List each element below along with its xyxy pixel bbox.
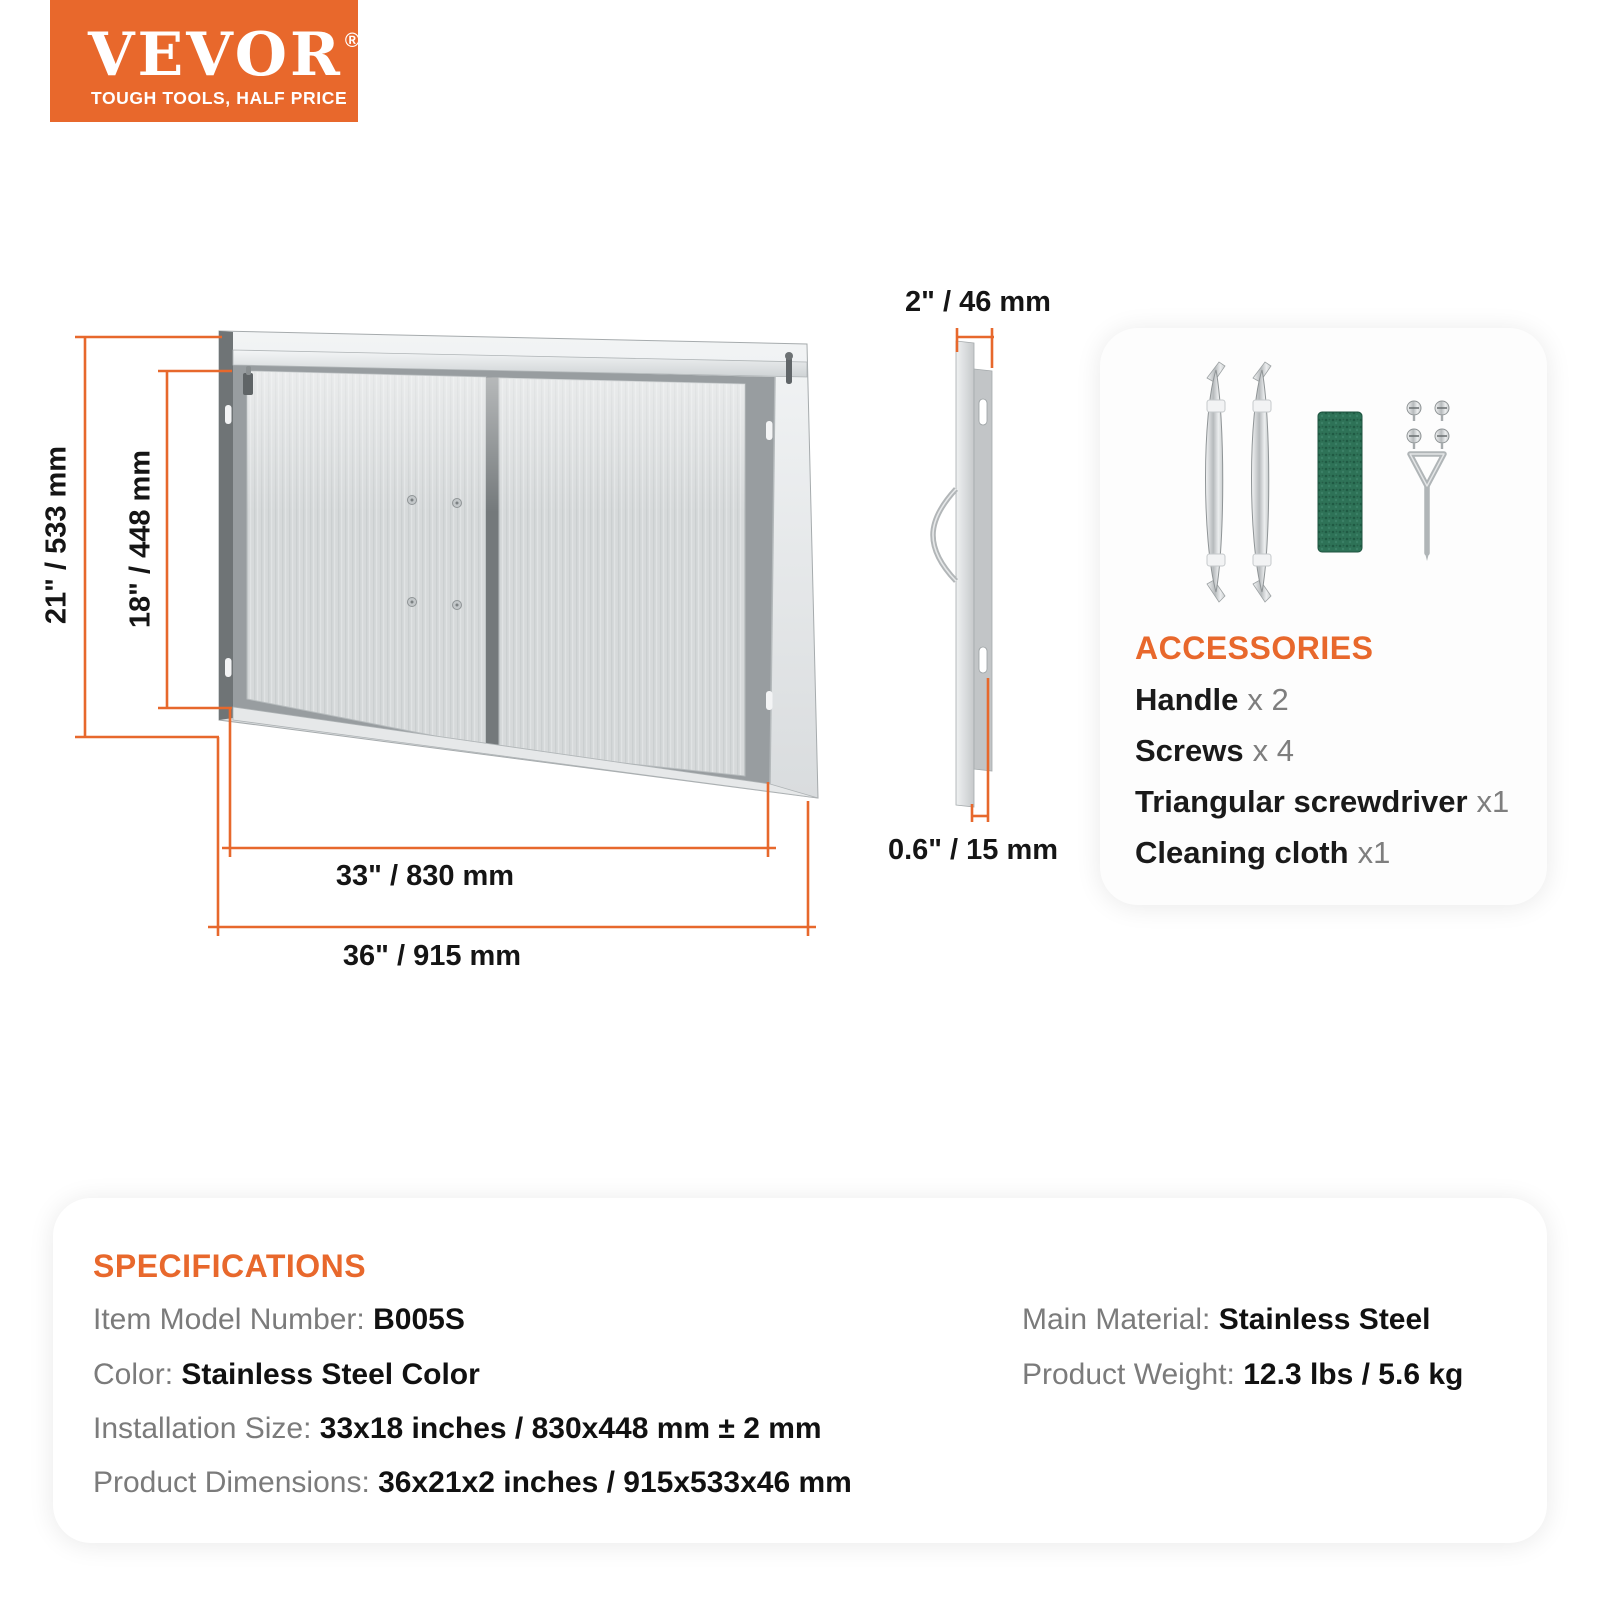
spec-value: 12.3 lbs / 5.6 kg xyxy=(1243,1358,1464,1391)
accessory-name: Screws xyxy=(1135,733,1244,768)
brand-name-text: VEVOR xyxy=(88,20,343,90)
registered-mark: ® xyxy=(344,30,360,52)
hinge-slot xyxy=(766,421,773,440)
spec-row-model xyxy=(93,1303,465,1337)
accessory-name: Cleaning cloth xyxy=(1135,835,1349,870)
spec-label: Item Model Number: xyxy=(93,1303,374,1336)
accessory-qty: x1 xyxy=(1476,784,1510,819)
handle-illustration xyxy=(1252,362,1272,602)
brand-tagline: TOUGH TOOLS, HALF PRICE xyxy=(91,88,348,108)
hinge-slot xyxy=(766,691,773,710)
spec-label: Color: xyxy=(93,1358,182,1391)
handle-illustration xyxy=(1206,362,1226,602)
dimension-label-inner-height: 18" / 448 mm xyxy=(124,449,157,629)
hinge-slot xyxy=(225,405,232,424)
dimension-label-thickness: 0.6" / 15 mm xyxy=(887,834,1059,866)
dimension-label-outer-width: 36" / 915 mm xyxy=(342,940,522,972)
accessories-card xyxy=(1100,328,1547,905)
cleaning-cloth-illustration xyxy=(1318,412,1362,552)
accessory-name: Handle xyxy=(1135,682,1239,717)
accessory-qty: x 2 xyxy=(1247,682,1289,717)
dimension-label-outer-height: 21" / 533 mm xyxy=(40,445,73,625)
spec-label: Product Dimensions: xyxy=(93,1466,379,1499)
accessory-name: Triangular screwdriver xyxy=(1135,784,1468,819)
spec-label: Installation Size: xyxy=(93,1412,320,1445)
accessory-qty: x 4 xyxy=(1252,733,1294,768)
dimension-label-inner-width: 33" / 830 mm xyxy=(335,860,515,892)
specifications-title: SPECIFICATIONS xyxy=(93,1248,367,1284)
flange-slot xyxy=(979,647,987,673)
accessory-item-handle xyxy=(1135,682,1289,718)
specifications-card xyxy=(53,1198,1547,1543)
triangular-screwdriver-illustration xyxy=(1410,454,1444,553)
flange-slot xyxy=(979,399,987,425)
accessories-illustration xyxy=(1100,348,1547,648)
technical-drawing xyxy=(0,250,1100,1010)
spec-row-weight xyxy=(1022,1358,1463,1392)
spec-value: Stainless Steel Color xyxy=(181,1358,480,1391)
accessories-title: ACCESSORIES xyxy=(1135,630,1374,666)
spec-label: Main Material: xyxy=(1022,1303,1219,1336)
brand-name xyxy=(88,10,360,90)
hinge-slot xyxy=(225,658,232,677)
spec-value: Stainless Steel xyxy=(1218,1303,1431,1336)
screws-illustration xyxy=(1407,401,1449,449)
accessory-item-screws xyxy=(1135,733,1294,769)
spec-row-material xyxy=(1022,1303,1431,1337)
spec-value: 33x18 inches / 830x448 mm ± 2 mm xyxy=(319,1412,822,1445)
accessory-item-screwdriver xyxy=(1135,784,1509,820)
accessory-item-cloth xyxy=(1135,835,1390,871)
spec-value: 36x21x2 inches / 915x533x46 mm xyxy=(378,1466,852,1499)
dimension-label-depth: 2" / 46 mm xyxy=(905,286,1051,318)
spec-row-product-dimensions xyxy=(93,1466,852,1500)
spec-row-color xyxy=(93,1358,480,1392)
accessory-qty: x1 xyxy=(1357,835,1391,870)
hinge-pin xyxy=(786,357,792,384)
side-view-illustration xyxy=(933,341,992,807)
brand-logo xyxy=(50,0,358,122)
spec-value: B005S xyxy=(373,1303,465,1336)
front-view-illustration xyxy=(219,331,818,798)
spec-row-installation-size xyxy=(93,1412,822,1446)
hinge xyxy=(243,373,253,395)
spec-label: Product Weight: xyxy=(1022,1358,1244,1391)
